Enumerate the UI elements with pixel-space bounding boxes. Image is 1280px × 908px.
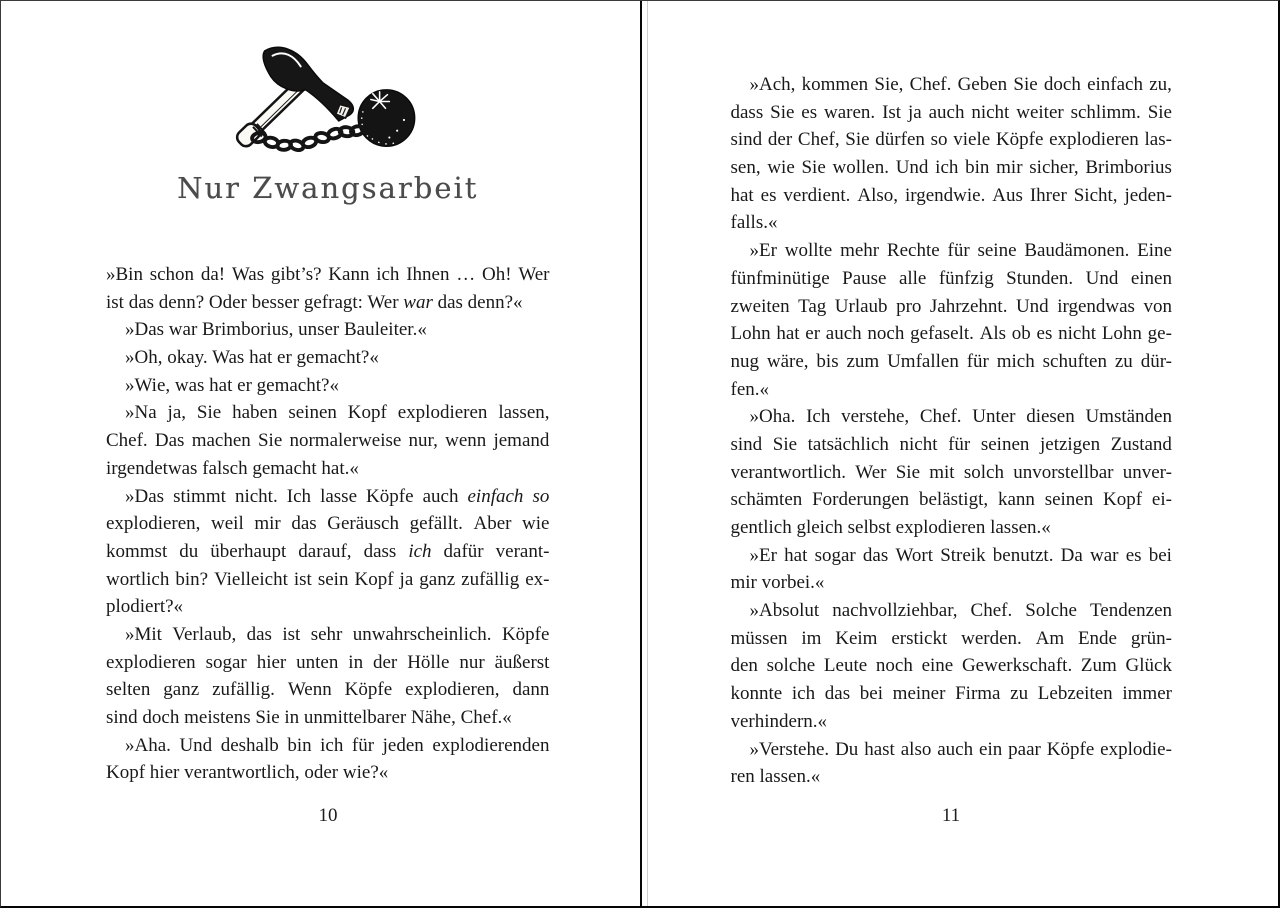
text-line: sind der Chef, Sie dürfen so viele Köpfe explodieren las-	[730, 129, 1172, 151]
text-line: kommst du überhaupt darauf, dass ich dafür verant-	[106, 540, 550, 562]
text-line: verhindern.«	[730, 710, 828, 732]
text-line: Chef. Das machen Sie normalerweise nur, wenn jemand	[106, 430, 550, 452]
left-page	[1, 1, 642, 906]
text-line: selten ganz zufällig. Wenn Köpfe explodieren, dann	[106, 679, 550, 701]
text-line: »Das stimmt nicht. Ich lasse Köpfe auch einfach so	[125, 485, 550, 507]
paragraph	[731, 403, 1173, 541]
text-line: sind Sie tatsächlich nicht für seinen jetzigen Zustand	[730, 433, 1172, 455]
paragraph	[731, 237, 1173, 403]
text-line: »Absolut nachvollziehbar, Chef. Solche Tendenzen	[749, 600, 1172, 622]
text-line: »Verstehe. Du hast also auch ein paar Köpfe explodie-	[749, 738, 1172, 760]
text-line: plodiert?«	[106, 596, 184, 618]
hammer-ball-chain-icon	[233, 45, 423, 157]
text-line: schämten Forderungen belästigt, kann seinen Kopf ei-	[730, 489, 1172, 511]
paragraph	[731, 71, 1173, 237]
chapter-illustration	[233, 45, 423, 157]
text-line: »Wie, was hat er gemacht?«	[125, 374, 339, 396]
paragraph	[106, 372, 550, 400]
text-line: »Mit Verlaub, das ist sehr unwahrscheinlich. Köpfe	[125, 623, 550, 645]
paragraph	[731, 597, 1173, 735]
right-page	[642, 1, 1279, 906]
text-line: den solche Leute noch eine Gewerkschaft. Zum Glück	[730, 655, 1172, 677]
paragraph	[106, 483, 550, 621]
paragraph	[731, 736, 1173, 791]
text-line: »Aha. Und deshalb bin ich für jeden explodierenden	[125, 734, 550, 756]
text-line: fünfminütige Pause alle fünfzig Stunden. Und einen	[730, 267, 1172, 289]
text-line: fen.«	[730, 378, 770, 400]
text-line: »Ach, kommen Sie, Chef. Geben Sie doch einfach zu,	[749, 74, 1172, 95]
text-line: gentlich gleich selbst explodieren lassen.«	[730, 517, 1051, 538]
paragraph	[106, 621, 550, 732]
paragraph	[731, 542, 1173, 597]
paragraph	[106, 344, 550, 372]
text-line: wortlich bin? Vielleicht ist sein Kopf ja ganz zufällig ex-	[106, 568, 550, 590]
text-line: »Oha. Ich verstehe, Chef. Unter diesen Umständen	[749, 406, 1172, 428]
text-line: »Na ja, Sie haben seinen Kopf explodieren lassen,	[125, 402, 550, 424]
text-line: ren lassen.«	[730, 766, 821, 788]
text-line: sen, wie Sie wollen. Und ich bin mir sicher, Brimborius	[730, 157, 1172, 179]
text-line: sind doch meistens Sie in unmittelbarer Nähe, Chef.«	[106, 707, 512, 728]
text-line: ist das denn? Oder besser gefragt: Wer war das denn?«	[106, 291, 523, 313]
text-line: dass Sie es waren. Ist ja auch nicht weiter schlimm. Sie	[730, 101, 1172, 123]
right-page-body	[731, 71, 1173, 791]
text-line: Lohn hat er auch noch gefaselt. Als ob es nicht Lohn ge-	[730, 323, 1172, 345]
left-page-body	[106, 261, 550, 787]
left-page-number: 10	[318, 805, 338, 826]
paragraph	[106, 732, 550, 787]
text-line: »Das war Brimborius, unser Bauleiter.«	[125, 319, 427, 341]
text-line: »Bin schon da! Was gibt’s? Kann ich Ihnen … Oh! Wer	[106, 264, 550, 285]
text-line: zweiten Tag Urlaub pro Jahrzehnt. Und irgendwas von	[730, 295, 1172, 317]
paragraph	[106, 399, 550, 482]
paragraph	[106, 261, 550, 316]
text-line: »Er wollte mehr Rechte für seine Baudämonen. Eine	[749, 240, 1172, 262]
text-line: irgendetwas falsch gemacht hat.«	[106, 457, 359, 479]
chapter-title: Nur Zwangsarbeit	[177, 171, 479, 205]
text-line: Kopf hier verantwortlich, oder wie?«	[106, 762, 389, 784]
text-line: explodieren sogar hier unten in der Hölle nur äußerst	[106, 651, 550, 673]
text-line: »Er hat sogar das Wort Streik benutzt. Da war es bei	[749, 544, 1172, 566]
text-line: nug wäre, bis zum Umfallen für mich schuften zu dür-	[730, 350, 1172, 372]
text-line: »Oh, okay. Was hat er gemacht?«	[125, 347, 379, 369]
text-line: konnte ich das bei meiner Firma zu Lebzeiten immer	[730, 683, 1172, 705]
text-line: mir vorbei.«	[730, 572, 825, 594]
text-line: verantwortlich. Wer Sie mit solch unvorstellbar unver-	[730, 461, 1172, 483]
right-page-number: 11	[941, 805, 961, 826]
text-line: explodieren, weil mir das Geräusch gefällt. Aber wie	[106, 513, 550, 535]
paragraph	[106, 316, 550, 344]
text-line: falls.«	[730, 212, 778, 234]
text-line: hat es verdient. Also, irgendwie. Aus Ihrer Sicht, jeden-	[730, 184, 1172, 206]
text-line: müssen im Keim erstickt werden. Am Ende grün-	[730, 627, 1172, 649]
